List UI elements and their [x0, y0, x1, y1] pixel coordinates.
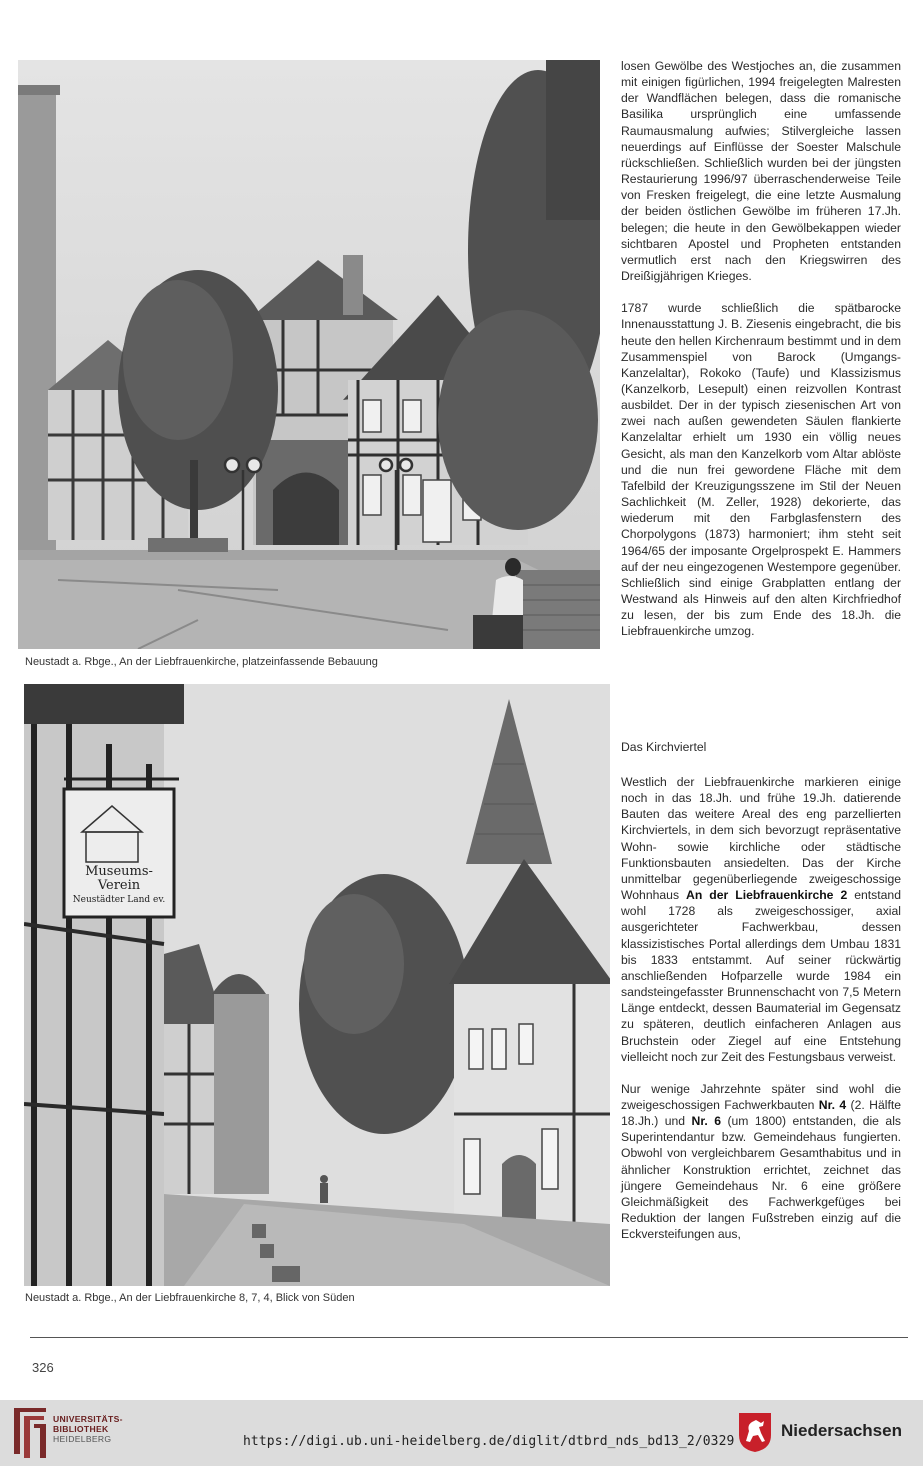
paragraph-4-start: Nur wenige Jahrzehnte später sind wohl die zweigeschossigen Fachwerkbauten: [621, 1081, 901, 1112]
photo-caption-2: Neustadt a. Rbge., An der Liebfrauenkirche 8, 7, 4, Blick von Süden: [25, 1292, 355, 1304]
library-line-3: HEIDELBERG: [53, 1434, 112, 1444]
photo-caption-1: Neustadt a. Rbge., An der Liebfrauenkirche, platzeinfassende Bebauung: [25, 656, 378, 668]
permalink-url[interactable]: https://digi.ub.uni-heidelberg.de/diglit/dtbrd_nds_bd13_2/0329: [243, 1434, 735, 1449]
paragraph-2: 1787 wurde schließlich die spätbarocke Innenausstattung J. B. Ziesenis eingebracht, die bis heute den hellen Kirchenraum bestimmt und in dem Zusammenspiel von Barock (Umgangs-Kanzelaltar), Rokoko (Taufe) und Klassizismus (Kanzelkorb, Lesepult) einen reizvollen Kontrast ausbildet. Der in der typisch ziesenischen Art von zwei nach außen gewendeten Säulen flankierte Kanzelaltar erhielt um 1930 ein völlig neues Gesicht, als man den Kanzelkorb vom Altar ablöste und die nun frei gewordene Fläche mit dem Tafelbild der Kreuzigungsszene im Stil der Neuen Sachlichkeit (M. Zeller, 1928) dekorierte, das wiederum mit den Farbglasfenstern des Chorpolygons (1873) harmoniert; ihm steht seit 1964/65 der imposante Orgelprospekt E. Hammers auf der neu eingezogenen Westempore gegenüber. Schließlich sind einige Grabplatten entlang der Westwand als Hinweis auf den alten Kirchfriedhof zu lesen, der bis zum Ende des 18.Jh. die Liebfrauenkirche umzog.: [621, 301, 901, 639]
section-heading: Das Kirchviertel: [621, 740, 707, 754]
sign-line-3: Neustädter Land ev.: [72, 895, 166, 905]
university-library-name[interactable]: [53, 1414, 123, 1444]
text-column-bottom: [621, 774, 901, 1242]
house-number-6: Nr. 6: [691, 1114, 722, 1129]
house-number-4: Nr. 4: [818, 1097, 847, 1112]
photo-square-buildings-image: [18, 60, 600, 649]
sign-line-2: Verein: [97, 878, 141, 893]
paragraph-3: [621, 774, 901, 1065]
paragraph-4: [621, 1081, 901, 1243]
paragraph-3-end: entstand wohl 1728 als zweigeschossiger, axial ausgerichteter Fachwerkbau, dessen klassizistisches Portal allerdings dem Umbau 1831 bis 1833 entstammt. Auf seiner rückwärtig anschließenden Hofparzelle wurde 1984 ein sandsteingefasster Brunnenschacht von 7,5 Metern Länge entdeckt, dessen Baumaterial im Gegensatz zu späteren, deutlich einfacheren Anlagen aus Bruchstein oder Ziegel auf eine Entstehung vielleicht noch zur Zeit des Festungsbaus verweist.: [621, 888, 901, 1064]
photo-street-view-image: [24, 684, 610, 1286]
paragraph-3-start: Westlich der Liebfrauenkirche markieren einige noch in das 18.Jh. und frühe 19.Jh. datierende Bauten das weitere Areal des eng parzellierten Kirchviertels, in dem sich bevorzugt repräsentative Wohn- sowie kirchliche oder städtische Funktionsbauten ansiedelten. Das der Kirche unmittelbar gegenüberliegende zweigeschossige Wohnhaus: [621, 775, 901, 903]
photo-street-view: [24, 684, 610, 1286]
niedersachsen-label[interactable]: Niedersachsen: [781, 1421, 902, 1440]
text-column-top: [621, 58, 901, 639]
address-liebfrauenkirche-2: An der Liebfrauenkirche 2: [686, 888, 848, 903]
paragraph-4-mid: (2. Hälfte 18.Jh.) und: [621, 1097, 901, 1129]
lower-saxony-horse-emblem-icon: [737, 1411, 773, 1453]
paragraph-1: losen Gewölbe des Westjoches an, die zusammen mit einigen figürlichen, 1994 freigelegten Malresten der Wandflächen belegen, dass die romanische Basilika ursprünglich eine umfassende Raumausmalung aufwies; Stilvergleiche lassen neuerdings auf Einflüsse der Soester Malschule rückschließen. Schließlich wurden bei der jüngsten Restaurierung 1996/97 überraschenderweise Teile von Fresken freigelegt, die eine letzte Ausmalung der beiden östlichen Gewölbe im früheren 17.Jh. belegen; die heute in den Gewölbekappen wieder sichtbaren Apostel und Propheten entstanden vermutlich erst nach den Kriegswirren des Dreißigjährigen Krieges.: [621, 59, 901, 284]
photo-square-buildings: [18, 60, 600, 649]
university-library-logo-icon: [10, 1406, 50, 1460]
page-divider: [30, 1337, 908, 1338]
paragraph-4-end: (um 1800) entstanden, die als Superintendantur bzw. Gemeindehaus fungierten. Obwohl von vergleichbarem Gesamthabitus und in ähnlicher Konstruktion errichtet, zeichnet das jüngere Gemeindehaus Nr. 6 eine größere Gleichmäßigkeit des Fachwerkgefüges bei Reduktion der langen Fußstreben einzig auf die Eckversteifungen aus,: [621, 1114, 901, 1242]
library-line-2: BIBLIOTHEK: [53, 1424, 109, 1434]
library-line-1: UNIVERSITÄTS-: [53, 1414, 123, 1424]
page-number: 326: [32, 1360, 54, 1375]
sign-line-1: Museums-: [85, 864, 153, 879]
